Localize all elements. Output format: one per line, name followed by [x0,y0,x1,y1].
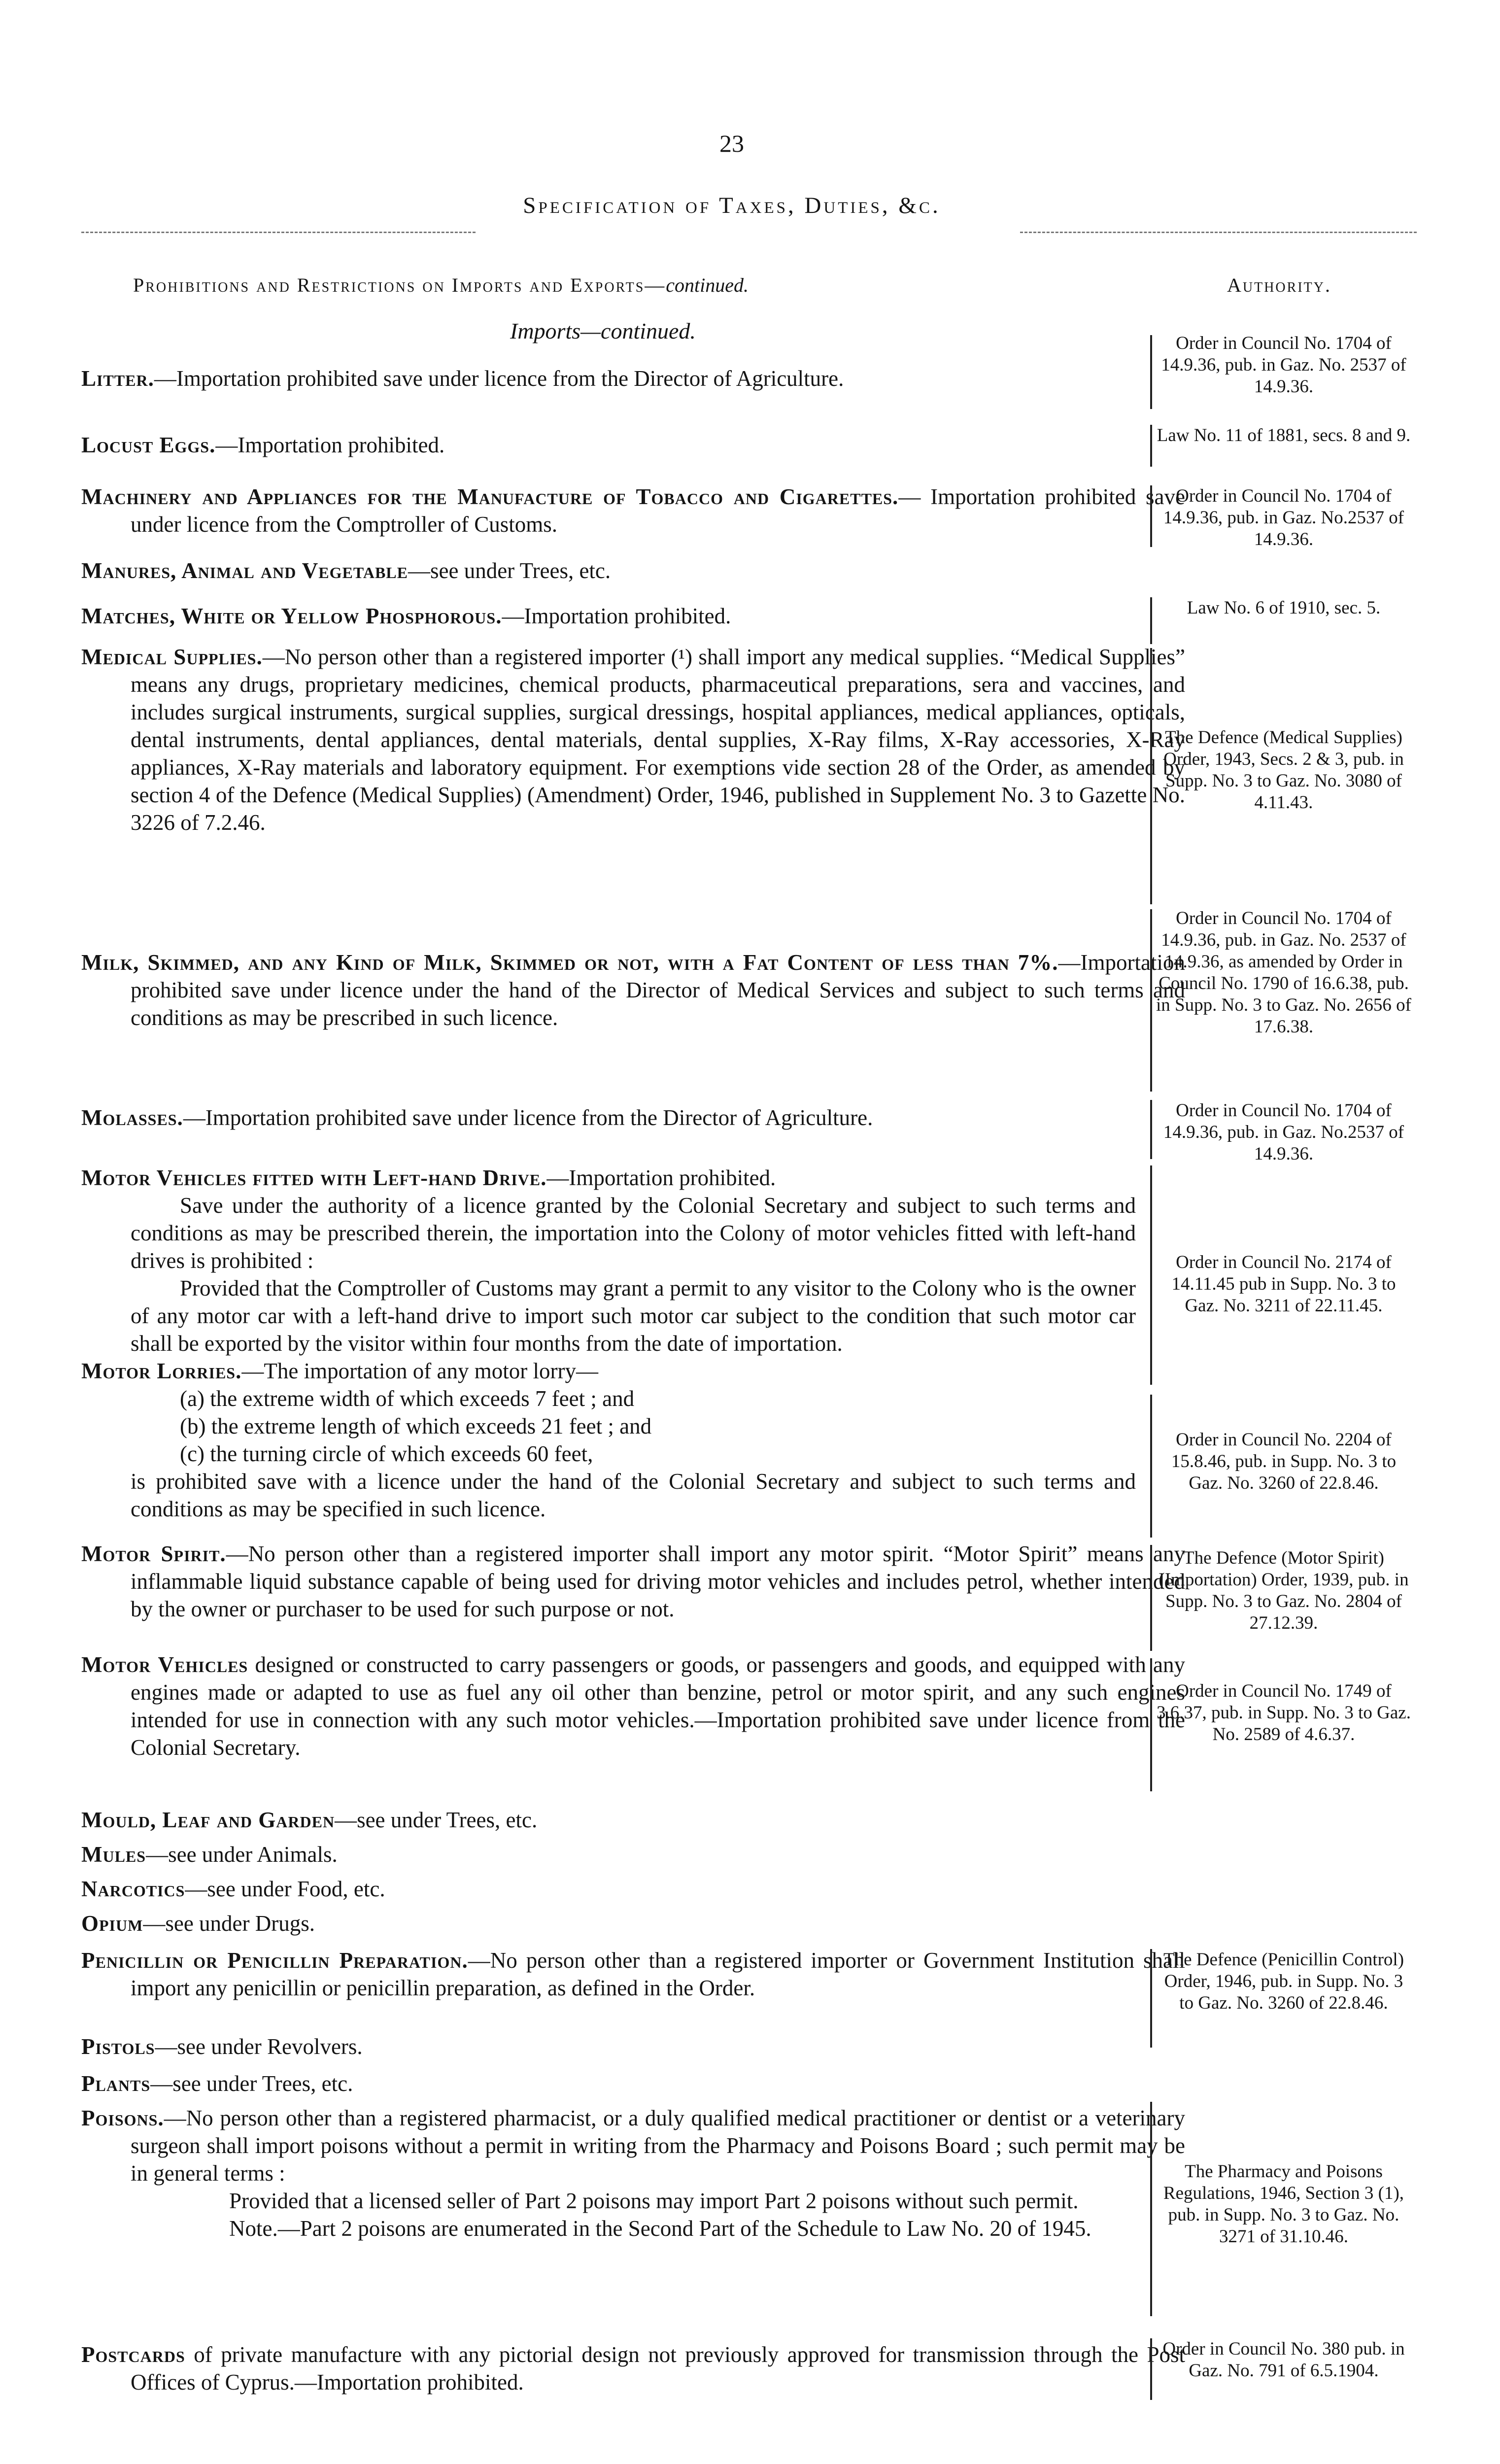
list-item: (a) the extreme width of which exceeds 7 feet ; and [180,1386,635,1411]
paragraph: is prohibited save with a licence under the hand of the Colonial Secretary and subject to such terms and conditions as may be specified in such licence. [131,1469,1136,1521]
entry-poisons: Poisons.—No person other than a registered pharmacist, or a duly qualified medical practitioner or dentist or a veterinary surgeon shall import poisons without a permit in writing from the Pharmacy and Poisons Board ; such permit may be in general terms : Provided that a licensed seller of Part 2 poisons may import Part 2 poisons without such permit. Note.—Part 2 poisons are enumerated in the Second Part of the Schedule to Law No. 20 of 1945. [81,2104,1185,2242]
entry-motor-spirit: Motor Spirit.—No person other than a registered importer shall import any motor spirit. “Motor Spirit” means any inflammable liquid substance capable of being used for driving motor vehicles and includes petrol, whether intended by the owner or purchaser to be used for such purpose or not. [81,1541,1186,1621]
entry-milk: Milk, Skimmed, and any Kind of Milk, Skimmed or not, with a Fat Content of less than 7%.—Importation prohibited save under licence under the hand of the Director of Medical Services and subject to such terms and conditions as may be prescribed in such licence. [81,950,1185,1030]
column-heading-authority: Authority. [1227,274,1331,296]
authority-machinery: Order in Council No. 1704 of 14.9.36, pub. in Gaz. No.2537 of 14.9.36. [1163,486,1404,549]
authority-postcards: Order in Council No. 380 pub. in Gaz. No. 791 of 6.5.1904. [1162,2339,1405,2381]
brace [1138,1658,1152,1791]
brace [1138,485,1152,547]
note: Note.—Part 2 poisons are enumerated in the Second Part of the Schedule to Law No. 20 of 1945. [229,2216,1091,2241]
authority-milk: Order in Council No. 1704 of 14.9.36, pub. in Gaz. No. 2537 of 14.9.36, as amended by Order in Council No. 1790 of 16.6.38, pub. in Supp. No. 3 to Gaz. No. 2656 of 17.6.38. [1156,908,1411,1037]
entry-penicillin: Penicillin or Penicillin Preparation.—No person other than a registered importer or Government Institution shall import any penicillin or penicillin preparation, as defined in the Order. [81,1948,1185,2000]
authority-locust-eggs: Law No. 11 of 1881, secs. 8 and 9. [1157,425,1411,445]
brace [1138,1949,1152,2048]
entry-matches: Matches, White or Yellow Phosphorous.—Importation prohibited. [81,604,731,628]
entry-litter: Litter.—Importation prohibited save under licence from the Director of Agriculture. [81,366,844,391]
brace [1138,597,1152,644]
page-heading: Specification of Taxes, Duties, &c. [523,193,941,218]
authority-molasses: Order in Council No. 1704 of 14.9.36, pub. in Gaz. No.2537 of 14.9.36. [1163,1100,1404,1164]
entry-locust-eggs: Locust Eggs.—Importation prohibited. [81,433,445,457]
entry-mould: Mould, Leaf and Garden—see under Trees, etc. [81,1808,538,1832]
brace [1138,909,1152,1092]
header-rule-right [1020,232,1417,233]
brace [1138,2102,1152,2316]
authority-matches: Law No. 6 of 1910, sec. 5. [1187,598,1381,618]
brace [1138,648,1152,904]
page-number: 23 [719,130,744,157]
entry-mules: Mules—see under Animals. [81,1842,338,1867]
paragraph: Save under the authority of a licence granted by the Colonial Secretary and subject to such terms and conditions as may be prescribed therein, the importation into the Colony of motor vehicles fitted with left-hand drives is prohibited : [131,1193,1136,1273]
authority-poisons: The Pharmacy and Poisons Regulations, 1946, Section 3 (1), pub. in Supp. No. 3 to Gaz. No. 3271 of 31.10.46. [1163,2161,1404,2247]
entry-molasses: Molasses.—Importation prohibited save under licence from the Director of Agriculture. [81,1105,873,1130]
brace [1138,2338,1152,2400]
entry-narcotics: Narcotics—see under Food, etc. [81,1877,385,1901]
brace [1138,1395,1152,1538]
list-item: (c) the turning circle of which exceeds 60 feet, [180,1441,593,1466]
paragraph: Provided that a licensed seller of Part 2 poisons may import Part 2 poisons without such permit. [229,2189,1079,2213]
authority-medical-supplies: The Defence (Medical Supplies) Order, 1943, Secs. 2 & 3, pub. in Supp. No. 3 to Gaz. No. 3080 of 4.11.43. [1163,727,1404,813]
entry-pistols: Pistols—see under Revolvers. [81,2034,363,2059]
authority-motor-vehicles: Order in Council No. 1749 of 3.6.37, pub. in Supp. No. 3 to Gaz. No. 2589 of 4.6.37. [1157,1681,1411,1745]
entry-postcards: Postcards of private manufacture with any pictorial design not previously approved for transmission through the Post Offices of Cyprus.—Importation prohibited. [81,2342,1185,2395]
authority-motor-vehicles-left-hand-drive: Order in Council No. 2174 of 14.11.45 pub in Supp. No. 3 to Gaz. No. 3211 of 22.11.45. [1171,1252,1396,1316]
entry-motor-vehicles: Motor Vehicles designed or constructed to carry passengers or goods, or passengers and goods, and equipped with any engines made or adapted to use as fuel any oil other than benzine, petrol or motor spirit, and any such engines intended for use in connection with any such motor vehicles.—Importation prohibited save under licence from the Colonial Secretary. [81,1652,1185,1760]
entry-motor-vehicles-left-hand-drive: Motor Vehicles fitted with Left-hand Drive.—Importation prohibited. Save under the authority of a licence granted by the Colonial Secretary and subject to such terms and conditions as may be prescribed therein, the importation into the Colony of motor vehicles fitted with left-hand drives is prohibited : Provided that the Comptroller of Customs may grant a permit to any visitor to the Colony who is the owner of any motor car with a left-hand drive to import such motor car subject to the condition that such motor car shall be exported by the visitor within four months from the date of importation. Motor Lorries.—The importation of any motor lorry— (a) the extreme width of which exceeds 7 feet ; and (b) the extreme length of which exceeds 21 feet ; and (c) the turning circle of which exceeds 60 feet, is prohibited save with a licence under the hand of the Colonial Secretary and subject to such terms and conditions as may be specified in such licence. [81,1164,1136,1523]
brace [1138,425,1152,467]
entry-opium: Opium—see under Drugs. [81,1911,315,1936]
header-rule-left [81,232,476,233]
authority-motor-lorries: Order in Council No. 2204 of 15.8.46, pub. in Supp. No. 3 to Gaz. No. 3260 of 22.8.46. [1171,1430,1397,1493]
paragraph: Provided that the Comptroller of Customs may grant a permit to any visitor to the Colony who is the owner of any motor car with a left-hand drive to import such motor car subject to the condition that such motor car shall be exported by the visitor within four months from the date of importation. [131,1276,1136,1356]
section-subheading: Imports—continued. [510,318,696,343]
entry-machinery: Machinery and Appliances for the Manufacture of Tobacco and Cigarettes.— Importation prohibited save under licence from the Comptroller of Customs. [81,484,1185,537]
column-heading-left: Prohibitions and Restrictions on Imports and Exports—continued. [133,274,749,296]
list-item: (b) the extreme length of which exceeds 21 feet ; and [180,1414,652,1438]
brace [1138,1545,1152,1651]
entry-medical-supplies: Medical Supplies.—No person other than a registered importer (¹) shall import any medical supplies. “Medical Supplies” means any drugs, proprietary medicines, chemical products, pharmaceutical preparations, sera and vaccines, and includes surgical instruments, surgical supplies, surgical dressings, hospital appliances, medical appliances, opticals, dental instruments, dental appliances, dental materials, dental supplies, X-Ray films, X-Ray accessories, X-Ray appliances, X-Ray materials and laboratory equipment. For exemptions vide section 28 of the Order, as amended by section 4 of the Defence (Medical Supplies) (Amendment) Order, 1946, published in Supplement No. 3 to Gazette No. 3226 of 7.2.46. [81,645,1186,835]
brace [1138,1165,1152,1385]
entry-plants: Plants—see under Trees, etc. [81,2071,353,2096]
brace [1138,1100,1152,1159]
entry-manures: Manures, Animal and Vegetable—see under Trees, etc. [81,558,611,583]
authority-motor-spirit: The Defence (Motor Spirit) (Importation) Order, 1939, pub. in Supp. No. 3 to Gaz. No. 2804 of 27.12.39. [1159,1548,1409,1633]
authority-litter: Order in Council No. 1704 of 14.9.36, pub. in Gaz. No. 2537 of 14.9.36. [1161,333,1406,397]
authority-penicillin: The Defence (Penicillin Control) Order, 1946, pub. in Supp. No. 3 to Gaz. No. 3260 of 22.8.46. [1163,1950,1404,2013]
brace [1138,335,1152,409]
